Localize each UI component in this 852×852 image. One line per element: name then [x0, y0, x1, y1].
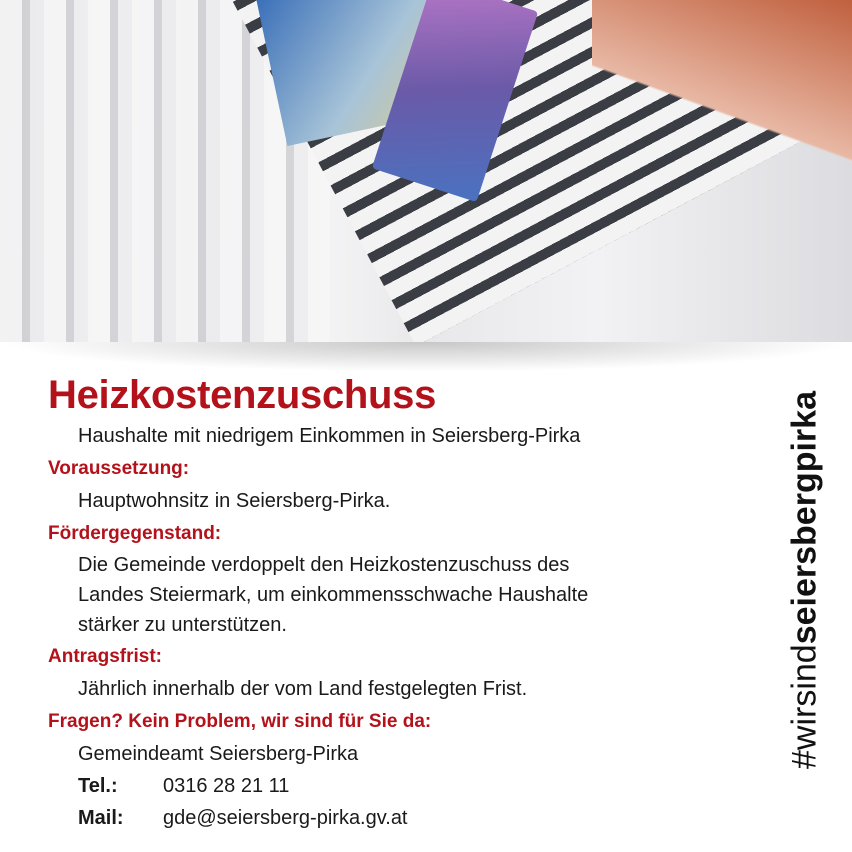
section-text: Hauptwohnsitz in Seiersberg-Pirka.: [78, 490, 391, 512]
contact-tel-row: [48, 770, 728, 802]
section-text: Die Gemeinde verdoppelt den Heizkostenzuschuss des: [78, 554, 570, 576]
hashtag-bold: seiersbergpirka: [785, 391, 824, 645]
section-text: Landes Steiermark, um einkommensschwache Haushalte: [78, 584, 589, 606]
mail-label: Mail:: [78, 807, 124, 829]
tel-label: Tel.:: [78, 775, 118, 797]
mail-value[interactable]: gde@seiersberg-pirka.gv.at: [163, 807, 408, 829]
info-content: [48, 370, 728, 834]
subtitle: Haushalte mit niedrigem Einkommen in Seiersberg-Pirka: [78, 425, 581, 447]
header-photo: [0, 0, 852, 342]
photo-shadow: [0, 342, 852, 372]
tel-value[interactable]: 0316 28 21 11: [163, 775, 290, 797]
page-title: Heizkostenzuschuss: [48, 373, 437, 417]
wall: [592, 0, 852, 170]
section-heading: Antragsfrist:: [48, 646, 163, 667]
contact-heading: Fragen? Kein Problem, wir sind für Sie da:: [48, 711, 432, 732]
hashtag-prefix: #wirsind: [785, 644, 824, 769]
section-heading: Voraussetzung:: [48, 458, 190, 479]
contact-office: Gemeindeamt Seiersberg-Pirka: [78, 743, 359, 765]
section-text: stärker zu unterstützen.: [78, 614, 287, 636]
section-text: Jährlich innerhalb der vom Land festgelegten Frist.: [78, 678, 528, 700]
contact-mail-row: [48, 802, 728, 834]
section-heading: Fördergegenstand:: [48, 523, 222, 544]
hashtag: [786, 391, 825, 769]
